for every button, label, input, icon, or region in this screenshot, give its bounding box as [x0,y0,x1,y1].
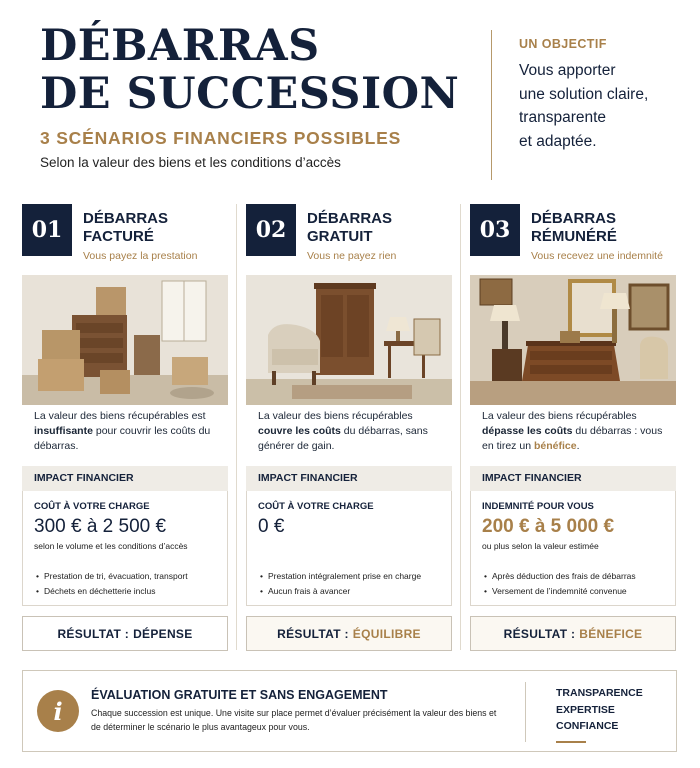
bullet-item: • Prestation de tri, évacuation, transport [36,569,226,584]
value-item: EXPERTISE [556,703,615,716]
page-subtitle: 3 SCÉNARIOS FINANCIERS POSSIBLES [40,128,402,148]
objective-text [519,59,689,153]
impact-bullets [36,569,226,599]
scenario-title-line: DÉBARRAS [83,210,169,227]
scenario-number: 01 [22,204,72,256]
banner-divider [525,682,526,742]
objective-line: transparente [519,109,607,126]
indemnity-value: 200 € à 5 000 € [482,516,615,537]
title-line-2: DE SUCCESSION [40,69,460,119]
living-room-photo [246,275,452,405]
banner-text: Chaque succession est unique. Une visite sur place permet d’évaluer précisément la valeur des biens et de déterminer le scénario le plus avantageux pour vous. [91,708,497,732]
result-label: RÉSULTAT : [277,626,349,641]
result-box [470,616,676,651]
impact-header: IMPACT FINANCIER [470,466,676,491]
indemnity-note: ou plus selon la valeur estimée [482,541,599,551]
cost-label: COÛT À VOTRE CHARGE [34,501,150,512]
bullet-item: • Prestation intégralement prise en charge [260,569,450,584]
scenario-number: 03 [470,204,520,256]
objective-line: et adaptée. [519,132,597,150]
accent-bar [556,741,586,743]
bullet-item: • Aucun frais à avancer [260,584,450,599]
scenario-title-line: DÉBARRAS [531,210,617,227]
value-item: CONFIANCE [556,720,619,732]
info-icon: i [37,690,79,732]
cost-value: 0 € [258,516,285,537]
cost-value: 300 € à 2 500 € [34,516,167,537]
scenario-description [34,409,226,454]
bullet-item: • Après déduction des frais de débarras [484,569,674,584]
column-divider [236,204,237,650]
scenario-description [482,409,674,454]
header-divider [491,30,492,180]
desc-emphasis: bénéfice [533,440,577,452]
storage-room-photo [22,275,228,405]
result-value: BÉNEFICE [579,626,643,641]
objective-label: UN OBJECTIF [519,37,607,51]
result-label: RÉSULTAT : [503,626,576,641]
page-title [40,22,480,118]
desc-emphasis: dépasse les coûts [482,425,573,437]
result-box [246,616,452,651]
antique-furniture-photo [470,275,676,405]
objective-line: Vous apporter [519,62,616,79]
desc-emphasis: insuffisante [34,425,93,437]
desc-emphasis: couvre les coûts [258,425,341,437]
result-label: RÉSULTAT : [57,626,130,641]
objective-block [519,37,689,153]
scenario-title [531,210,617,246]
desc-text: . [576,440,580,452]
bullet-item: • Déchets en déchetterie inclus [36,584,226,599]
cost-note: selon le volume et les conditions d’accès [34,541,188,551]
page-header [40,22,480,170]
bullet-item: • Versement de l’indemnité convenue [484,584,674,599]
result-box [22,616,228,651]
desc-text: La valeur des biens récupérables est [34,410,206,422]
page-tagline: Selon la valeur des biens et les conditions d’accès [40,155,341,170]
desc-text: La valeur des biens récupérables [258,410,413,422]
title-line-1: DÉBARRAS [40,21,320,71]
values-list [556,685,643,743]
scenario-title [83,210,168,246]
desc-text: pour couvrir les coûts du débarras. [34,425,211,452]
impact-bullets [260,569,450,599]
column-divider [460,204,461,650]
scenario-number: 02 [246,204,296,256]
result-value: ÉQUILIBRE [352,626,421,641]
scenario-tag: Vous payez la prestation [83,250,198,262]
scenario-title-line: DÉBARRAS [307,210,393,227]
desc-text: La valeur des biens récupérables [482,410,637,422]
desc-text: du débarras, sans générer de gain. [258,425,428,452]
value-item: TRANSPARENCE [556,687,643,699]
scenario-tag: Vous recevez une indemnité [531,250,663,262]
cost-label: COÛT À VOTRE CHARGE [258,501,374,512]
scenario-title-line: GRATUIT [307,228,373,245]
desc-text: du débarras : vous en tirez un [482,425,663,452]
scenario-title-line: RÉMUNÉRÉ [531,228,617,245]
evaluation-banner [22,670,677,752]
impact-bullets [484,569,674,599]
scenario-title-line: FACTURÉ [83,228,154,245]
scenario-description [258,409,450,454]
banner-title: ÉVALUATION GRATUITE ET SANS ENGAGEMENT [91,688,388,702]
scenario-tag: Vous ne payez rien [307,250,397,262]
impact-header: IMPACT FINANCIER [246,466,452,491]
scenario-title [307,210,392,246]
indemnity-label: INDEMNITÉ POUR VOUS [482,501,594,512]
impact-header: IMPACT FINANCIER [22,466,228,491]
objective-line: une solution claire, [519,85,649,103]
result-value: DÉPENSE [133,626,193,641]
